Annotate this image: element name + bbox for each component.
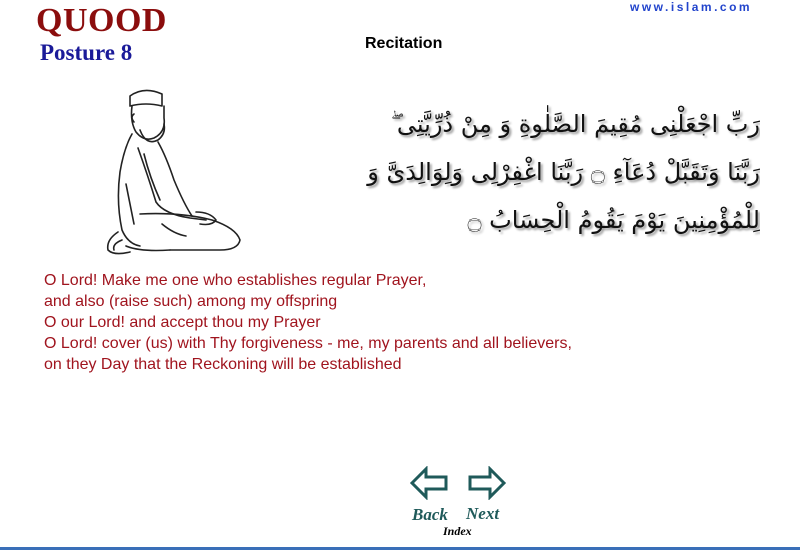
arrow-left-icon[interactable] [410, 466, 450, 500]
arrow-right-icon[interactable] [466, 466, 506, 500]
index-link[interactable]: Index [443, 524, 472, 538]
page-brand-title: QUOOD [36, 2, 167, 39]
next-button[interactable] [466, 466, 506, 500]
bottom-divider [0, 547, 800, 550]
translation-line: O Lord! cover (us) with Thy forgiveness - me, my parents and all believers, [44, 335, 572, 352]
section-title: Recitation [365, 35, 443, 52]
arabic-verse [340, 100, 760, 244]
translation-line: O Lord! Make me one who establishes regular Prayer, [44, 272, 427, 289]
translation-text [44, 270, 744, 375]
translation-line: O our Lord! and accept thou my Prayer [44, 314, 321, 331]
translation-line: and also (raise such) among my offspring [44, 293, 338, 310]
arabic-line: رَبِّ اجْعَلْنِى مُقِيمَ الصَّلٰوةِ وَ مِنْ ذُرِّيَّتِى ۖ [390, 110, 760, 138]
kneeling-person-icon [100, 84, 250, 262]
arabic-line: رَبَّنَا وَتَقَبَّلْ دُعَآءِ ۝ رَبَّنَا اغْفِرْلِى وَلِوَالِدَىَّ وَ [367, 158, 760, 186]
arabic-line: لِلْمُؤْمِنِينَ يَوْمَ يَقُومُ الْحِسَابُ ۝ [467, 206, 760, 234]
site-link[interactable]: www.islam.com [630, 0, 753, 14]
back-button[interactable] [410, 466, 450, 500]
next-link[interactable]: Next [466, 504, 500, 523]
back-link[interactable]: Back [412, 505, 448, 524]
translation-line: on they Day that the Reckoning will be established [44, 356, 402, 373]
posture-heading: Posture 8 [40, 40, 133, 65]
